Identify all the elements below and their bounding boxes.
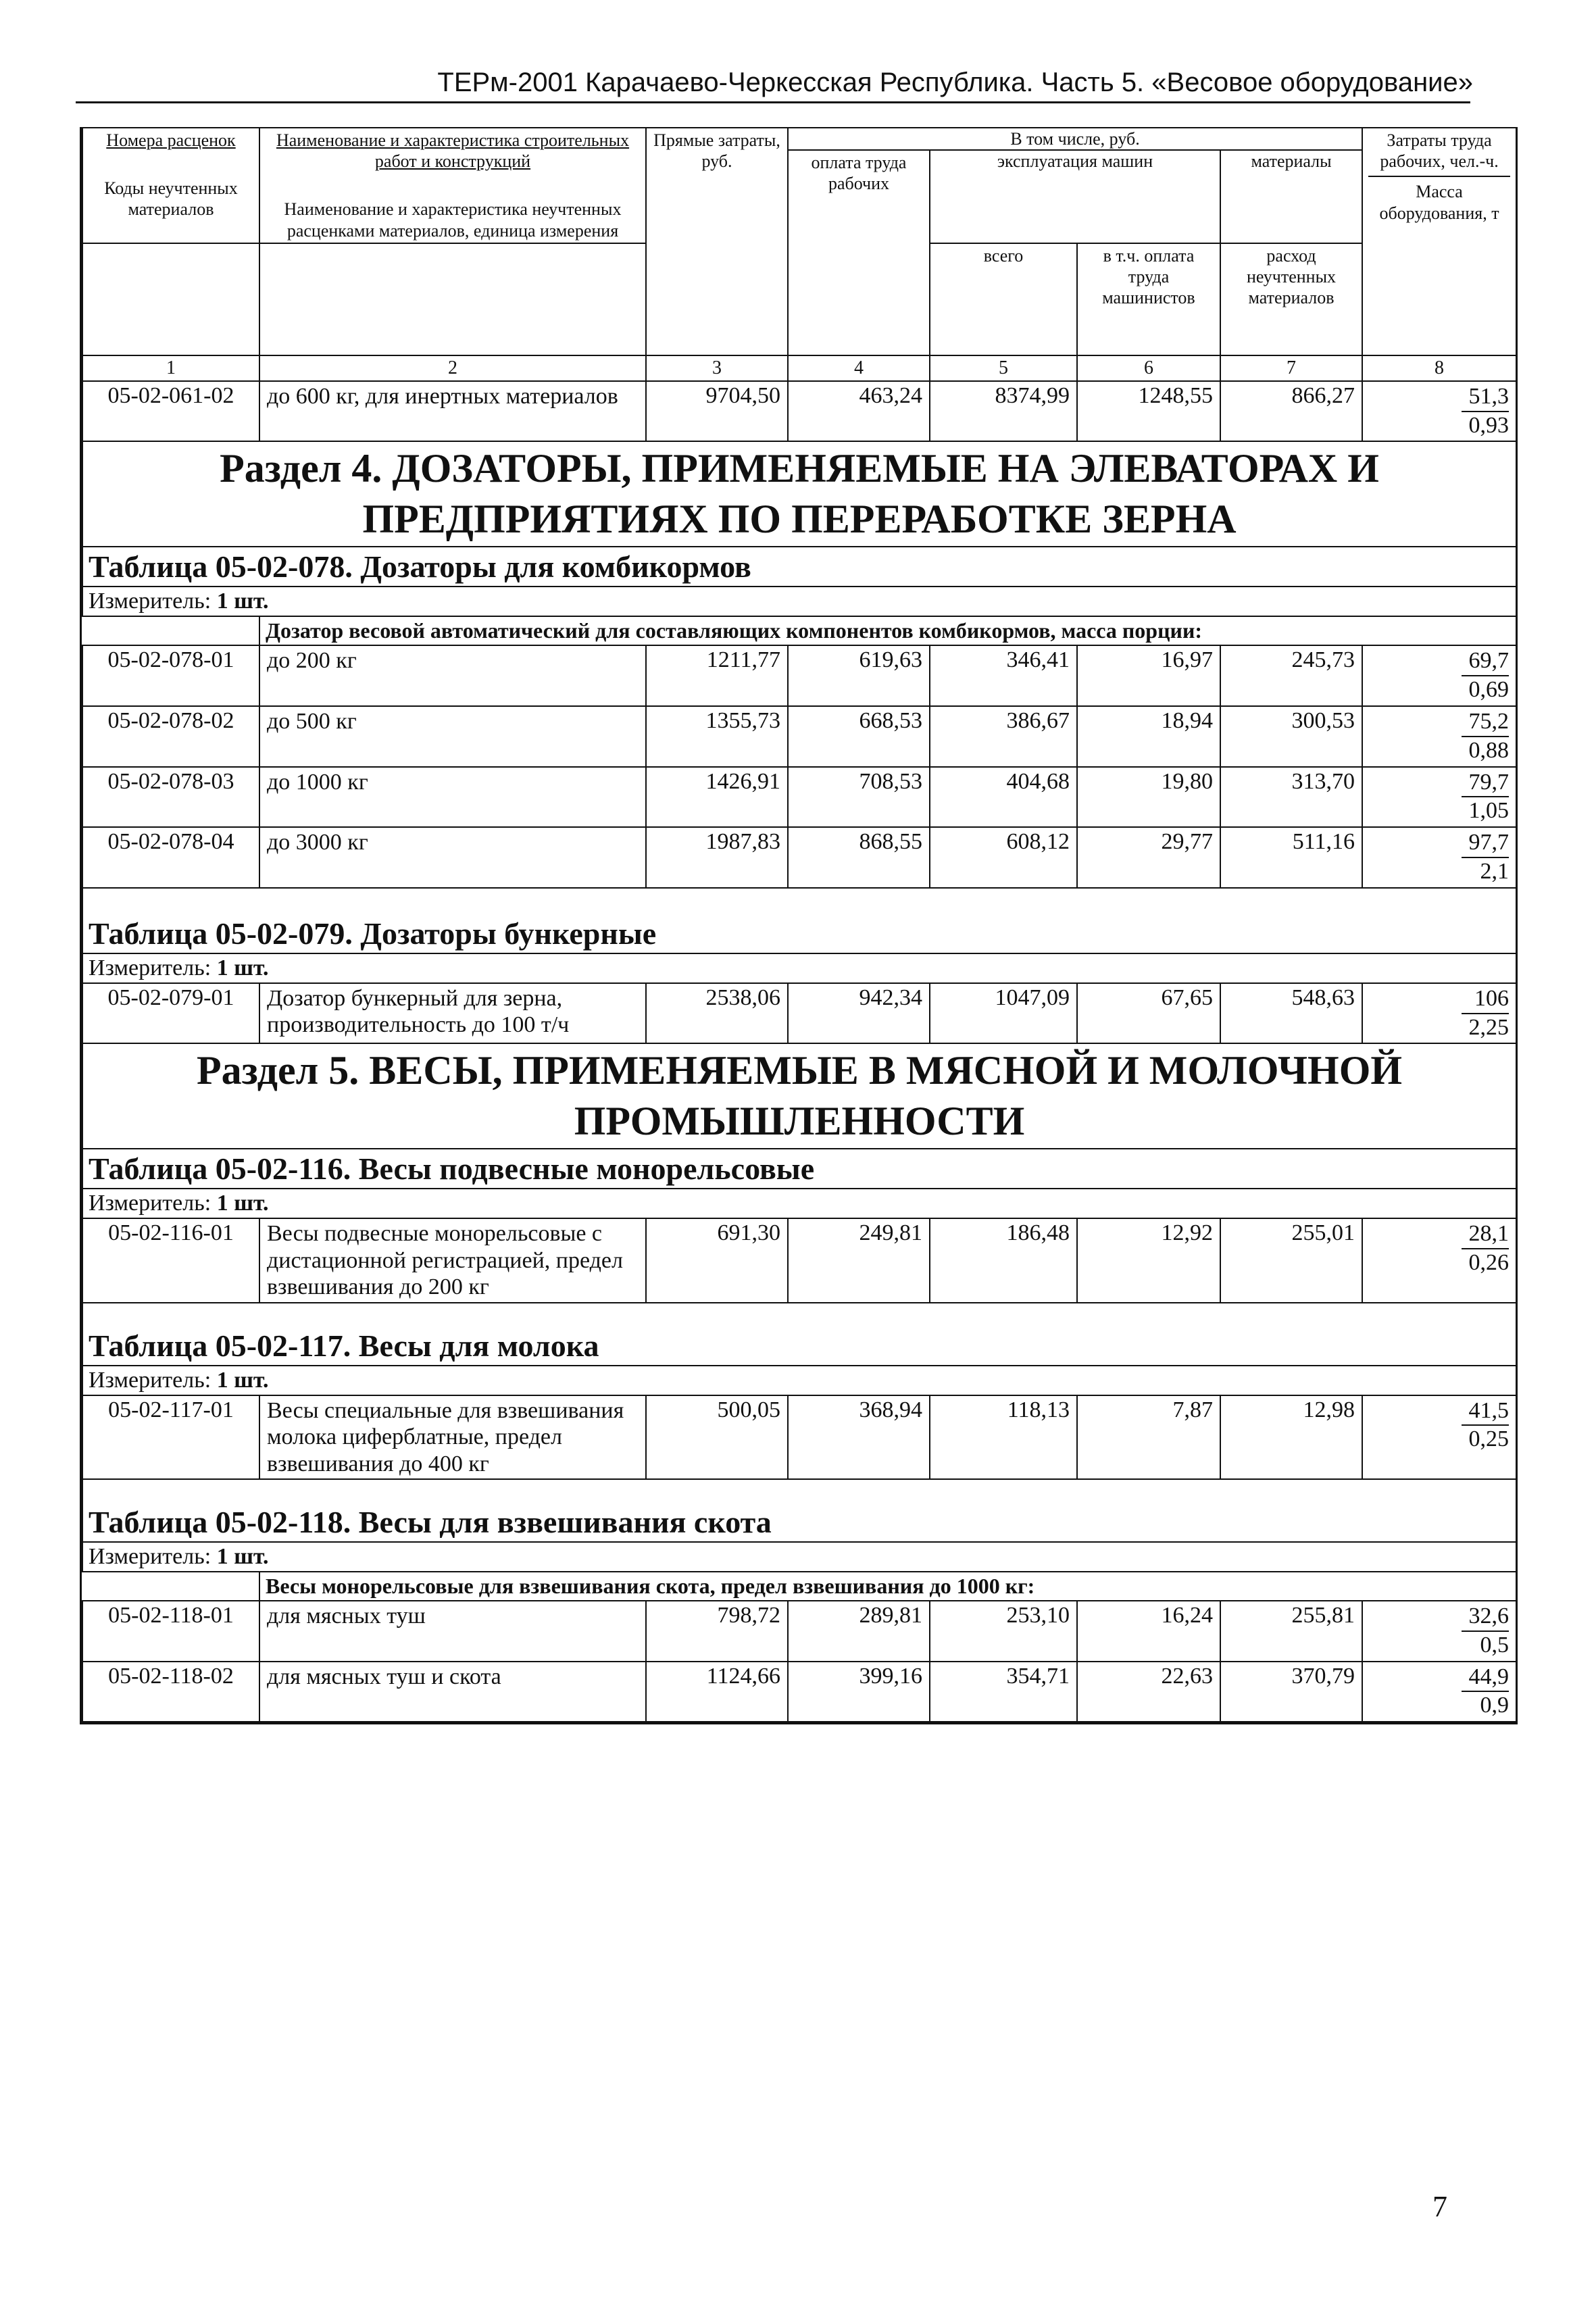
header-row-1 [82,128,1516,150]
mass-value: 0,5 [1480,1632,1510,1658]
table-116-body [82,1218,1516,1302]
table-116-measure [82,1189,1516,1218]
row-labor-pay: 708,53 [788,767,930,828]
measure-value: 1 шт. [216,955,269,980]
row-machines-total: 8374,99 [930,381,1077,442]
col7-header: расход неучтенных материалов [1220,243,1362,355]
row-direct-cost: 500,05 [646,1395,788,1479]
row-labor-pay: 619,63 [788,645,930,706]
colnum-3: 3 [646,355,788,381]
colnum-7: 7 [1220,355,1362,381]
row-name: Весы подвесные монорельсовые с дистационной регистрацией, предел взвешивания до 200 кг [259,1218,646,1302]
section-5-row [82,1043,1516,1149]
measure-value: 1 шт. [216,1367,269,1393]
header-rule [76,101,1470,103]
row-machines-total: 118,13 [930,1395,1077,1479]
row-direct-cost: 1987,83 [646,827,788,888]
col8-header [1362,128,1516,355]
table-118-group: Весы монорельсовые для взвешивания скота, предел взвешивания до 1000 кг: [259,1572,1516,1601]
labor-value: 75,2 [1462,708,1509,737]
table-row [82,767,1516,828]
mass-value: 2,1 [1480,858,1510,884]
row-name: Дозатор бункерный для зерна, производительность до 100 т/ч [259,983,646,1044]
row-direct-cost: 1355,73 [646,706,788,767]
table-078-title-row [82,547,1516,587]
row-name: для мясных туш [259,1601,646,1662]
row-machines-total: 386,67 [930,706,1077,767]
measure-value: 1 шт. [216,589,269,614]
col8-bottom-label: Масса оборудования, т [1379,182,1499,223]
table-079-title: Таблица 05-02-079. Дозаторы бункерные [82,888,1516,953]
labor-value: 51,3 [1462,383,1509,412]
col1-lower-cell [82,243,259,355]
row-direct-cost: 2538,06 [646,983,788,1044]
table-118-title: Таблица 05-02-118. Весы для взвешивания скота [82,1479,1516,1542]
row-machinists-pay: 22,63 [1077,1662,1220,1722]
row-name: до 3000 кг [259,827,646,888]
table-078-measure-row [82,587,1516,616]
mass-value: 0,25 [1468,1426,1510,1452]
row-code: 05-02-117-01 [82,1395,259,1479]
measure-value: 1 шт. [216,1543,269,1569]
mass-value: 0,69 [1468,677,1510,703]
materials-header: материалы [1220,150,1362,243]
row-code: 05-02-079-01 [82,983,259,1044]
row-code: 05-02-078-03 [82,767,259,828]
row-materials: 245,73 [1220,645,1362,706]
row-direct-cost: 691,30 [646,1218,788,1302]
mass-value: 0,9 [1480,1693,1510,1718]
row-machinists-pay: 7,87 [1077,1395,1220,1479]
row-direct-cost: 9704,50 [646,381,788,442]
row-machinists-pay: 1248,55 [1077,381,1220,442]
row-code: 05-02-118-01 [82,1601,259,1662]
section-5-title: Раздел 5. ВЕСЫ, ПРИМЕНЯЕМЫЕ В МЯСНОЙ И МОЛОЧНОЙ ПРОМЫШЛЕННОСТИ [82,1043,1516,1149]
row-machines-total: 404,68 [930,767,1077,828]
table-row [82,706,1516,767]
table-079-title-row [82,888,1516,953]
row-machines-total: 346,41 [930,645,1077,706]
mass-value: 0,93 [1468,412,1510,438]
row-name: до 1000 кг [259,767,646,828]
row-direct-cost: 1124,66 [646,1662,788,1722]
row-code: 05-02-078-04 [82,827,259,888]
row-materials: 370,79 [1220,1662,1362,1722]
table-117-body [82,1395,1516,1479]
row-labor-mass [1362,381,1516,442]
row-direct-cost: 1426,91 [646,767,788,828]
col2-top-label: Наименование и характеристика строительных работ и конструкций [276,130,630,172]
operation-header: эксплуатация машин [930,150,1220,243]
row-labor-mass [1362,827,1516,888]
colnum-4: 4 [788,355,930,381]
labor-value: 79,7 [1462,769,1509,798]
col4-header: оплата труда рабочих [788,150,930,355]
section-4-title: Раздел 4. ДОЗАТОРЫ, ПРИМЕНЯЕМЫЕ НА ЭЛЕВАТОРАХ И ПРЕДПРИЯТИЯХ ПО ПЕРЕРАБОТКЕ ЗЕРНА [82,441,1516,547]
price-table-frame [80,127,1518,1724]
row-labor-mass [1362,1218,1516,1302]
col2-header [259,128,646,243]
row-name: для мясных туш и скота [259,1662,646,1722]
row-materials: 313,70 [1220,767,1362,828]
row-materials: 866,27 [1220,381,1362,442]
col5-header: всего [930,243,1077,355]
col1-top-label: Номера расценок [106,130,236,150]
mass-value: 0,26 [1468,1250,1510,1276]
table-117-measure [82,1366,1516,1395]
row-name: до 500 кг [259,706,646,767]
col3-header: Прямые затраты, руб. [646,128,788,355]
table-117-title-row [82,1303,1516,1366]
labor-value: 106 [1462,985,1509,1014]
page-number: 7 [1432,2190,1447,2223]
table-row [82,1395,1516,1479]
row-labor-pay: 368,94 [788,1395,930,1479]
row-materials: 255,81 [1220,1601,1362,1662]
table-116-title: Таблица 05-02-116. Весы подвесные монорельсовые [82,1149,1516,1189]
row-machinists-pay: 67,65 [1077,983,1220,1044]
col6-header: в т.ч. оплата труда машинистов [1077,243,1220,355]
table-118-measure [82,1542,1516,1572]
price-table [82,127,1517,1722]
row-labor-mass [1362,1662,1516,1722]
measure-value: 1 шт. [216,1191,269,1216]
row-machinists-pay: 18,94 [1077,706,1220,767]
table-row [82,645,1516,706]
row-materials: 12,98 [1220,1395,1362,1479]
row-code: 05-02-061-02 [82,381,259,442]
row-name: до 200 кг [259,645,646,706]
measure-label: Измеритель: [89,1367,211,1393]
table-078-group: Дозатор весовой автоматический для составляющих компонентов комбикормов, масса порции: [259,616,1516,645]
labor-value: 69,7 [1462,647,1509,676]
row-machines-total: 186,48 [930,1218,1077,1302]
labor-value: 41,5 [1462,1397,1509,1426]
labor-value: 28,1 [1462,1220,1509,1249]
col2-bottom-label: Наименование и характеристика неучтенных расценками материалов, единица измерения [284,199,622,241]
running-title: ТЕРм-2001 Карачаево-Черкесская Республика. Часть 5. «Весовое оборудование» [437,68,1473,97]
table-078-measure [82,587,1516,616]
col1-header [82,128,259,243]
row-machines-total: 354,71 [930,1662,1077,1722]
mass-value: 2,25 [1468,1014,1510,1040]
row-machines-total: 253,10 [930,1601,1077,1662]
row-labor-mass [1362,1601,1516,1662]
table-row [82,983,1516,1044]
measure-label: Измеритель: [89,589,211,614]
row-name: до 600 кг, для инертных материалов [259,381,646,442]
row-labor-mass [1362,983,1516,1044]
row-machines-total: 1047,09 [930,983,1077,1044]
row-name: Весы специальные для взвешивания молока циферблатные, предел взвешивания до 400 кг [259,1395,646,1479]
row-labor-mass [1362,1395,1516,1479]
row-labor-pay: 249,81 [788,1218,930,1302]
table-078-body [82,645,1516,887]
table-078-title: Таблица 05-02-078. Дозаторы для комбикормов [82,547,1516,587]
colnum-6: 6 [1077,355,1220,381]
measure-label: Измеритель: [89,1191,211,1216]
labor-value: 44,9 [1462,1664,1509,1693]
measure-label: Измеритель: [89,955,211,980]
section-4-row [82,441,1516,547]
row-labor-mass [1362,645,1516,706]
row-labor-pay: 463,24 [788,381,930,442]
row-machinists-pay: 16,97 [1077,645,1220,706]
col8-top-label: Затраты труда рабочих, чел.-ч. [1368,130,1510,177]
table-118-title-row [82,1479,1516,1542]
row-machinists-pay: 12,92 [1077,1218,1220,1302]
table-118-body [82,1601,1516,1722]
row-labor-mass [1362,767,1516,828]
row-direct-cost: 798,72 [646,1601,788,1662]
row-code: 05-02-078-01 [82,645,259,706]
colnum-2: 2 [259,355,646,381]
row-code: 05-02-078-02 [82,706,259,767]
table-116-title-row [82,1149,1516,1189]
row-machinists-pay: 29,77 [1077,827,1220,888]
row-labor-pay: 668,53 [788,706,930,767]
row-labor-pay: 399,16 [788,1662,930,1722]
mass-value: 1,05 [1468,798,1510,824]
table-118-group-row [82,1572,1516,1601]
table-079-measure-row [82,953,1516,983]
row-materials: 511,16 [1220,827,1362,888]
row-labor-pay: 868,55 [788,827,930,888]
col2-lower-cell [259,243,646,355]
table-079-measure [82,953,1516,983]
measure-label: Измеритель: [89,1543,211,1569]
column-numbers-row [82,355,1516,381]
row-machinists-pay: 19,80 [1077,767,1220,828]
table-118-measure-row [82,1542,1516,1572]
row-materials: 300,53 [1220,706,1362,767]
labor-value: 97,7 [1462,829,1509,858]
row-code: 05-02-116-01 [82,1218,259,1302]
row-labor-pay: 942,34 [788,983,930,1044]
row-labor-mass [1362,706,1516,767]
table-116-measure-row [82,1189,1516,1218]
row-direct-cost: 1211,77 [646,645,788,706]
mass-value: 0,88 [1468,737,1510,763]
labor-value: 32,6 [1462,1603,1509,1632]
table-row [82,381,1516,442]
row-materials: 255,01 [1220,1218,1362,1302]
table-row [82,827,1516,888]
colnum-8: 8 [1362,355,1516,381]
table-row [82,1601,1516,1662]
colnum-1: 1 [82,355,259,381]
row-machines-total: 608,12 [930,827,1077,888]
row-labor-pay: 289,81 [788,1601,930,1662]
row-materials: 548,63 [1220,983,1362,1044]
row-code: 05-02-118-02 [82,1662,259,1722]
table-078-group-row [82,616,1516,645]
row-machinists-pay: 16,24 [1077,1601,1220,1662]
col1-bottom-label: Коды неучтенных материалов [104,178,238,220]
colnum-5: 5 [930,355,1077,381]
table-117-title: Таблица 05-02-117. Весы для молока [82,1303,1516,1366]
incl-header: В том числе, руб. [788,128,1362,150]
table-079-body [82,983,1516,1044]
table-row [82,1218,1516,1302]
table-row [82,1662,1516,1722]
table-117-measure-row [82,1366,1516,1395]
